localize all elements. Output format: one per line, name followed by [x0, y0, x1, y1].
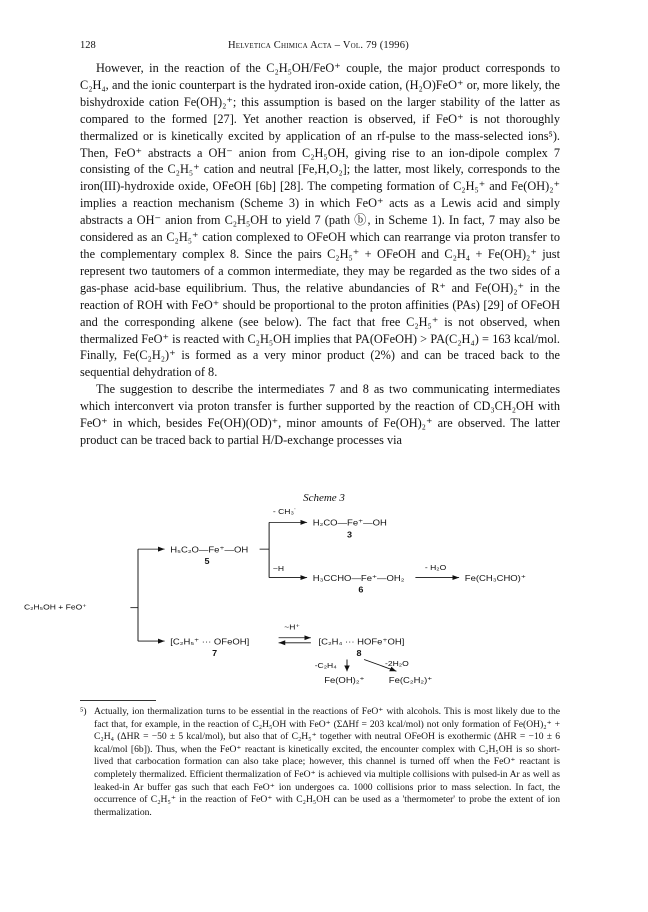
- reactant: C₂H₅OH + FeO⁺: [24, 602, 87, 612]
- footnote-text: Actually, ion thermalization turns to be essential in the reactions of FeO⁺ with alcohols. This is most likely due to the fact that, for example, in the reaction of C₂H₅OH with FeO⁺ (ΣΔHf = 203 kcal/mol) not only formation of Fe(OH)₂⁺ + C₂H₄ (ΔHR = −50 ± 5 kcal/mol), but also that of C₂H₅⁺ together with neutral OFeOH is exothermic (ΔHR = −10 ± 6 kcal/mol [6b]). Thus, when the FeO⁺ reactant is kinetically excited, the encounter complex with C₂H₅OH is so short-lived that carbocation formation can also take place; however, this channel is turned off when the FeO⁺ reactant is completely thermalized. Efficient thermalization of FeO⁺ is achieved via multiple collisions with pulsed-in Ar as well as leaked-in Ar buffer gas such that each FeO⁺ ion undergoes ca. 1000 collisions prior to mass selection. In fact, the occurrence of C₂H₅⁺ in the reaction of FeO⁺ with C₂H₅OH can be used as a 'thermometer' to probe the extent of ion thermalization.: [94, 706, 560, 818]
- product-6: H₃CCHO—Fe⁺—OH₂: [312, 573, 405, 583]
- loss-ch3-label: - CH₃˙: [272, 507, 297, 516]
- label-7: 7: [212, 648, 218, 659]
- loss-h2o-label: - H₂O: [424, 563, 447, 572]
- proton-transfer-label: ~H⁺: [284, 622, 300, 632]
- loss-2h2o-label: -2H₂O: [385, 659, 409, 669]
- label-5: 5: [204, 556, 210, 567]
- intermediate-8: [C₂H₄ ··· HOFe⁺OH]: [318, 636, 405, 647]
- intermediate-5: H₅C₂O—Fe⁺—OH: [170, 545, 249, 555]
- label-3: 3: [347, 529, 353, 540]
- product-final: Fe(CH₃CHO)⁺: [464, 573, 526, 583]
- page-header: [80, 40, 558, 54]
- loss-c2h4-label: -C₂H₄: [314, 661, 337, 670]
- footnote: [80, 706, 560, 819]
- intermediate-7: [C₂H₅⁺ ··· OFeOH]: [170, 636, 250, 647]
- running-head: Helvetica Chimica Acta – Vol. 79 (1996): [228, 40, 409, 51]
- product-fec2h2: Fe(C₂H₂)⁺: [388, 675, 433, 685]
- product-3: H₂CO—Fe⁺—OH: [312, 518, 387, 528]
- body-text: [80, 60, 560, 449]
- page-number: 128: [80, 40, 96, 51]
- label-8: 8: [356, 648, 362, 659]
- scheme-title: Scheme 3: [303, 492, 345, 504]
- label-6: 6: [358, 585, 364, 595]
- reaction-scheme: [24, 504, 608, 685]
- paragraph: The suggestion to describe the intermediates 7 and 8 as two communicating intermediates which interconvert via proton transfer is further supported by the reaction of CD₃CH₂OH with FeO⁺ in which, besides Fe(OH)(OD)⁺, minor amounts of Fe(OH)₂⁺ are observed. The latter product can be traced back to partial H/D-exchange processes via: [80, 382, 560, 447]
- footnote-mark: ⁵): [80, 706, 87, 717]
- loss-h-label: ~H: [272, 564, 285, 573]
- paragraph: However, in the reaction of the C₂H₅OH/FeO⁺ couple, the major product corresponds to C₂H₄, and the ionic counterpart is the hydrated iron-oxide cation, (H₂O)FeO⁺ or, more likely, the bishydroxide cation Fe(OH)₂⁺; this assumption is based on the larger stability of the latter as compared to the formed [27]. Yet another reaction is observed, if FeO⁺ is not thoroughly thermalized or is kinetically excited by application of an rf-pulse to the mass-selected ions⁵). Then, FeO⁺ abstracts a OH⁻ anion from C₂H₅OH, giving rise to an ion-dipole complex 7 consisting of the C₂H₅⁺ cation and neutral [Fe,H,O₂]; the latter, most likely, corresponds to the iron(III)-hydroxide oxide, OFeOH [6b] [28]. The competing formation of C₂H₅⁺ and Fe(OH)₂⁺ implies a reaction mechanism (Scheme 3) in which FeO⁺ acts as a Lewis acid and simply abstracts a OH⁻ anion from C₂H₅OH to yield 7 (path ⓑ, in Scheme 1). In fact, 7 may also be considered as an C₂H₅⁺ cation complexed to OFeOH which can rearrange via proton transfer to the complementary complex 8. Since the pairs C₂H₅⁺ + OFeOH and C₂H₄ + Fe(OH)₂⁺ just represent two tautomers of a common intermediate, they may be regarded as the two sides of a gas-phase acid-base equilibrium. Thus, the relative abundancies of R⁺ and Fe(OH)₂⁺ in the reaction of ROH with FeO⁺ should be proportional to the proton affinities (PAs) [29] of OFeOH and the corresponding alkene (see below). The fact that free C₂H₅⁺ is not observed, when thermalized FeO⁺ is reacted with C₂H₅OH implies that PA(OFeOH) > PA(C₂H₄) = 163 kcal/mol. Finally, Fe(C₂H₂)⁺ is formed as a very minor product (2%) and can be traced back to the sequential dehydration of 8.: [80, 61, 560, 380]
- footnote-rule: [80, 700, 156, 701]
- product-feoh2: Fe(OH)₂⁺: [324, 675, 365, 685]
